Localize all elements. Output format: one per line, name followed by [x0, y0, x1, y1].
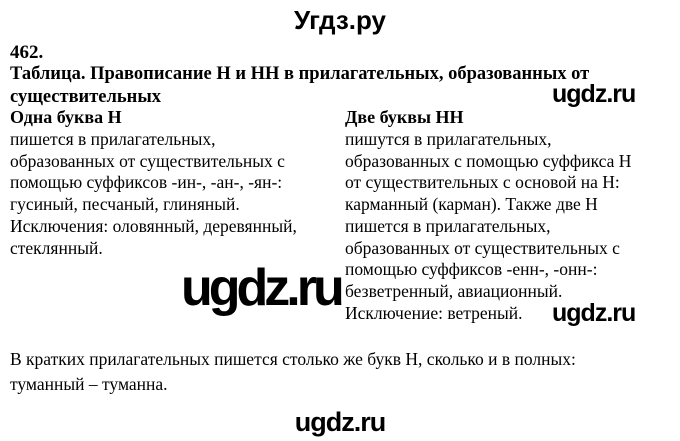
footer-paragraph	[10, 347, 675, 397]
table-cell-line: пишется в прилагательных,	[345, 215, 551, 236]
table-cell-line: образованных от существительных с	[10, 150, 285, 171]
table-cell-line: помощью суффиксов -ин-, -ан-, -ян-:	[10, 172, 283, 193]
table-cell-line: стеклянный.	[10, 237, 103, 258]
watermark-mid-right: ugdz.ru	[552, 299, 636, 327]
exercise-number: 462.	[10, 42, 44, 63]
page-title	[10, 63, 660, 108]
watermark-center: ugdz.ru	[181, 259, 341, 317]
page-title-line: Таблица. Правописание Н и НН в прилагательных, образованных от	[10, 64, 590, 84]
footer-line: В кратких прилагательных пишется столько же букв Н, сколько и в полных:	[10, 349, 576, 369]
footer-line: туманный – туманна.	[10, 374, 168, 394]
table-cell-line: пишется в прилагательных,	[10, 129, 216, 149]
table-column-one-n	[10, 106, 343, 259]
page-title-line: существительных	[10, 86, 162, 107]
column-header-one-n: Одна буква Н	[10, 107, 122, 127]
table-cell-line: образованных с помощью суффикса Н	[345, 150, 632, 171]
column-header-two-nn: Две буквы НН	[345, 107, 464, 127]
table-cell-line: карманный (карман). Также две Н	[345, 194, 598, 215]
table-cell-line: от существительных с основой на Н:	[345, 172, 620, 193]
watermark-bottom: ugdz.ru	[294, 407, 386, 437]
table-cell-line: образованных от существительных с	[345, 237, 620, 258]
table-cell-line: помощью суффиксов -енн-, -онн-:	[345, 259, 598, 280]
table-cell-line: Исключения: оловянный, деревянный,	[10, 215, 297, 236]
table-cell-line: Исключение: ветреный.	[345, 302, 523, 323]
table-column-two-nn	[345, 106, 678, 324]
site-logo: Угдз.ру	[294, 5, 386, 35]
table-cell-line: безветренный, авиационный.	[345, 280, 563, 301]
table-cell-line: пишутся в прилагательных,	[345, 129, 552, 149]
watermark-top-right: ugdz.ru	[552, 80, 636, 108]
table-cell-line: гусиный, песчаный, глиняный.	[10, 194, 240, 215]
